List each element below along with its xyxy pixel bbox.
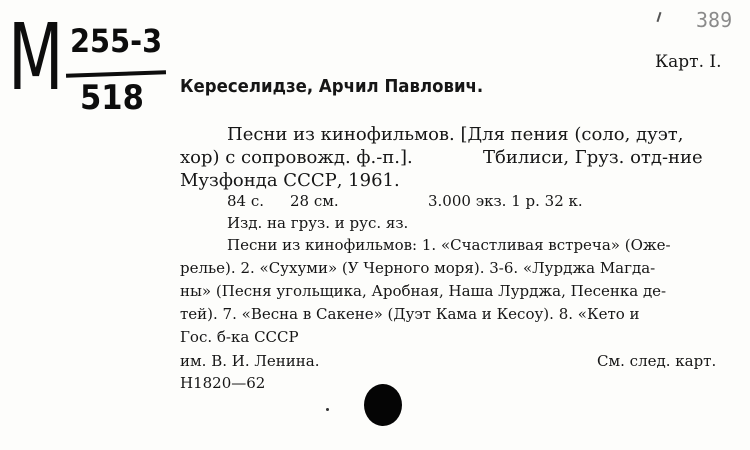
pencil-tick-mark — [657, 12, 662, 22]
ink-speck — [326, 408, 329, 411]
author-heading: Кереселидзе, Арчил Павлович. — [180, 76, 484, 97]
pencil-number: 389 — [696, 8, 733, 32]
see-next-card: См. след. карт. — [597, 352, 717, 370]
shelfmark-fraction-line — [66, 70, 166, 77]
shelfmark-letter: М — [8, 4, 64, 111]
shelfmark-bottom-number: 518 — [80, 78, 144, 118]
edition-note: Изд. на груз. и рус. яз. — [227, 214, 409, 232]
card-number: Карт. I. — [655, 52, 722, 72]
contents-line-3: ны» (Песня угольщика, Аробная, Наша Лурджа, Песенка де- — [180, 282, 667, 300]
page-count: 84 с. — [227, 192, 265, 210]
title-line-3: Музфонда СССР, 1961. — [180, 170, 400, 191]
title-line-1: Песни из кинофильмов. [Для пения (соло, дуэт, — [227, 124, 684, 145]
contents-line-2: релье). 2. «Сухуми» (У Черного моря). 3-6. «Лурджа Магда- — [180, 259, 656, 277]
library-name-line: им. В. И. Ленина. — [180, 352, 320, 370]
contents-line-5: Гос. б-ка СССР — [180, 328, 299, 346]
publication-place: Тбилиси, Груз. отд-ние — [483, 147, 703, 168]
contents-line-1: Песни из кинофильмов: 1. «Счастливая встреча» (Оже- — [227, 236, 671, 254]
title-line-2: хор) с сопровожд. ф.-п.]. — [180, 147, 413, 168]
shelfmark-top-number: 255-3 — [70, 22, 163, 60]
punch-hole — [364, 384, 402, 426]
print-run-price: 3.000 экз. 1 р. 32 к. — [428, 192, 583, 210]
book-size: 28 см. — [290, 192, 339, 210]
contents-line-4: тей). 7. «Весна в Сакене» (Дуэт Кама и Кесоу). 8. «Кето и — [180, 305, 640, 323]
catalog-code: Н1820—62 — [180, 374, 266, 392]
